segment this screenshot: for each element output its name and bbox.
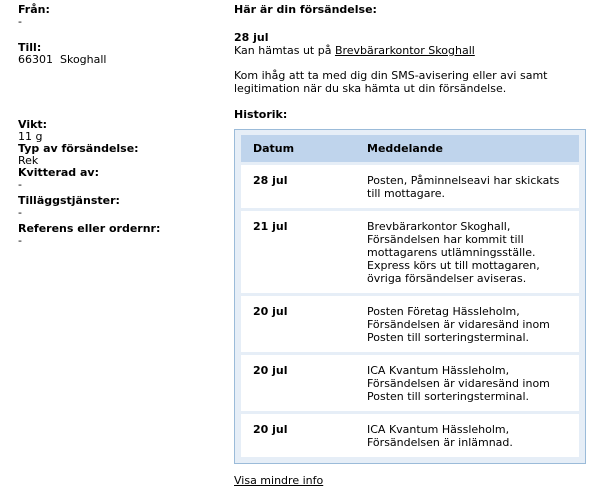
history-row bbox=[241, 210, 579, 295]
history-date: 28 jul bbox=[241, 164, 355, 210]
status-heading: Här är din försändelse: bbox=[234, 3, 377, 16]
pickup-office-link[interactable]: Brevbärarkontor Skoghall bbox=[334, 44, 475, 57]
pickup-line bbox=[234, 44, 586, 57]
to-value: 66301 Skoghall bbox=[18, 53, 107, 66]
reference-label: Referens eller ordernr: bbox=[18, 222, 161, 235]
recipient-section bbox=[18, 42, 218, 66]
history-label: Historik: bbox=[234, 108, 288, 121]
history-message: ICA Kvantum Hässleholm, Försändelsen är vidaresänd inom Posten till sorteringsterminal. bbox=[355, 354, 579, 413]
from-value: - bbox=[18, 15, 22, 28]
to-label: Till: bbox=[18, 41, 42, 54]
history-date: 20 jul bbox=[241, 354, 355, 413]
pickup-prefix: Kan hämtas ut på bbox=[234, 44, 335, 57]
history-message: ICA Kvantum Hässleholm, Försändelsen är inlämnad. bbox=[355, 413, 579, 458]
shipment-details bbox=[18, 4, 218, 247]
date-column-header: Datum bbox=[241, 135, 355, 164]
less-info-wrapper bbox=[234, 474, 586, 487]
extras-label: Tilläggstjänster: bbox=[18, 194, 120, 207]
shipment-status bbox=[234, 4, 586, 487]
history-row bbox=[241, 413, 579, 458]
signed-label: Kvitterad av: bbox=[18, 166, 99, 179]
history-message: Posten Företag Hässleholm, Försändelsen är vidaresänd inom Posten till sorteringsterminal. bbox=[355, 295, 579, 354]
reminder-text: Kom ihåg att ta med dig din SMS-avisering eller avi samt legitimation när du ska hämta ut din försändelse. bbox=[234, 69, 548, 95]
history-row bbox=[241, 354, 579, 413]
from-label: Från: bbox=[18, 3, 50, 16]
history-message: Brevbärarkontor Skoghall, Försändelsen har kommit till mottagarens utlämningsställe. Express körs ut till mottagaren, övriga försändelser aviseras. bbox=[355, 210, 579, 295]
history-panel bbox=[234, 129, 586, 464]
history-row bbox=[241, 295, 579, 354]
message-column-header: Meddelande bbox=[355, 135, 579, 164]
history-date: 21 jul bbox=[241, 210, 355, 295]
reference-value: - bbox=[18, 234, 22, 247]
type-value: Rek bbox=[18, 154, 39, 167]
history-row bbox=[241, 164, 579, 210]
extras-value: - bbox=[18, 206, 22, 219]
history-date: 20 jul bbox=[241, 413, 355, 458]
history-table bbox=[241, 135, 579, 457]
history-header-row bbox=[241, 135, 579, 164]
type-label: Typ av försändelse: bbox=[18, 142, 139, 155]
history-message: Posten, Påminnelseavi har skickats till mottagare. bbox=[355, 164, 579, 210]
show-less-info-link[interactable]: Visa mindre info bbox=[234, 474, 324, 487]
weight-label: Vikt: bbox=[18, 118, 48, 131]
status-date: 28 jul bbox=[234, 31, 269, 44]
weight-value: 11 g bbox=[18, 130, 43, 143]
signed-value: - bbox=[18, 178, 22, 191]
sender-section bbox=[18, 4, 218, 28]
history-date: 20 jul bbox=[241, 295, 355, 354]
